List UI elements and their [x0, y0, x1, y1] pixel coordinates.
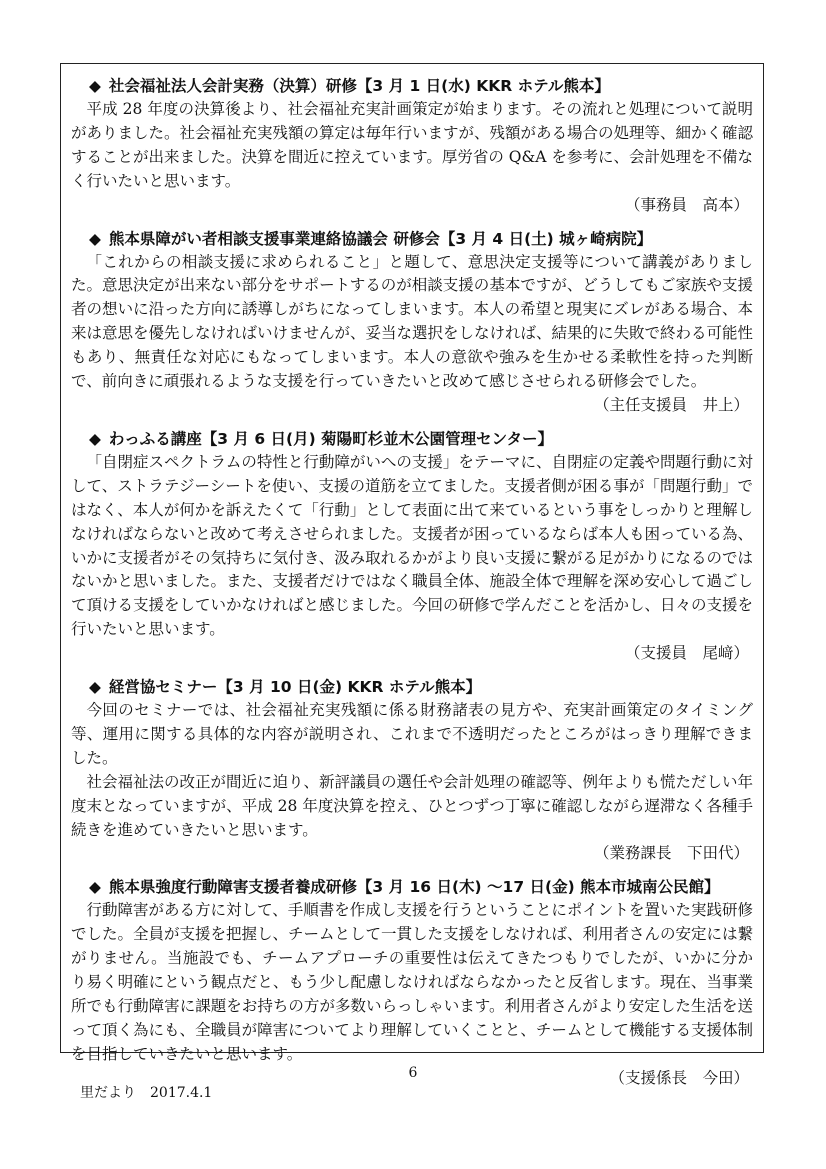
- report-section-accounting: [71, 74, 753, 218]
- diamond-bullet-icon: ◆: [89, 678, 101, 697]
- diamond-bullet-icon: ◆: [89, 229, 101, 248]
- section-heading: ◆ 熊本県強度行動障害支援者養成研修【3 月 16 日(木) ～17 日(金) 熊本市城南公民館】: [89, 878, 720, 897]
- diamond-bullet-icon: ◆: [89, 429, 101, 448]
- report-section-behavior-training: [71, 875, 753, 1090]
- section-author: （支援係長 今田）: [609, 1068, 749, 1087]
- diamond-bullet-icon: ◆: [89, 77, 101, 95]
- section-paragraph: 「これからの相談支援に求められること」と題して、意思決定支援等について講義がありました。意思決定が出来ない部分をサポートするのが相談支援の基本ですが、どうしてもご家族や支援者の想いに沿った方向に誘導しがちになってしまいます。本人の希望と現実にズレがある場合、本来は意思を優先しなければいけませんが、妥当な選択をしなければ、結果的に失敗で終わる可能性もあり、無責任な対応にもなってしまいます。本人の意欲や強みを生かせる柔軟性を持った判断で、前向きに頑張れるような支援を行っていきたいと改めて感じさせられる研修会でした。: [71, 252, 754, 391]
- section-heading: ◆ わっふる講座【3 月 6 日(月) 菊陽町杉並木公園管理センター】: [89, 429, 553, 448]
- section-paragraph: 今回のセミナーでは、社会福祉充実残額に係る財務諸表の見方や、充実計画策定のタイミング等、運用に関する具体的な内容が説明され、これまで不透明だったところがはっきり理解できました。: [71, 701, 753, 767]
- section-paragraph: 平成 28 年度の決算後より、社会福祉充実計画策定が始まります。その流れと処理について説明がありました。社会福祉充実残額の算定は毎年行いますが、残額がある場合の処理等、細かく確認することが出来ました。決算を間近に控えています。厚労省の Q&A を参考に、会計処理を不備なく行いたいと思います。: [71, 100, 754, 190]
- section-paragraph: 行動障害がある方に対して、手順書を作成し支援を行うということにポイントを置いた実践研修でした。全員が支援を把握し、チームとして一貫した支援をしなければ、利用者さんの安定には繋がりません。当施設でも、チームアプローチの重要性は伝えてきたつもりでしたが、いかに分かり易く明確にという観点だと、もう少し配慮しなければならなかったと反省します。現在、当事業所でも行動障害に課題をお持ちの方が多数いらっしゃいます。利用者さんがより安定した生活を送って頂く為にも、全職員が障害についてより理解していくことと、チームとして機能する支援体制を目指していきたいと思います。: [71, 901, 754, 1063]
- report-section-seminar: [71, 675, 753, 866]
- section-heading: ◆ 経営協セミナー【3 月 10 日(金) KKR ホテル熊本】: [89, 678, 482, 697]
- report-section-consultation: [71, 227, 753, 418]
- section-paragraph: 社会福祉法の改正が間近に迫り、新評議員の選任や会計処理の確認等、例年よりも慌ただしい年度末となっていますが、平成 28 年度決算を控え、ひとつずつ丁寧に確認しながら遅滞なく各種手続きを進めていきたいと思います。: [71, 772, 754, 839]
- section-heading: ◆ 社会福祉法人会計実務（決算）研修【3 月 1 日(水) KKR ホテル熊本】: [89, 77, 610, 95]
- newsletter-footer: 里だより 2017.4.1: [80, 1085, 213, 1101]
- article-frame: [60, 63, 764, 1087]
- diamond-bullet-icon: ◆: [89, 878, 101, 897]
- report-section-waffle: [71, 427, 753, 666]
- section-author: （業務課長 下田代）: [593, 844, 749, 863]
- section-author: （事務員 高本）: [624, 195, 749, 214]
- section-author: （支援員 尾﨑）: [624, 644, 749, 663]
- section-author: （主任支援員 井上）: [593, 395, 749, 414]
- section-heading: ◆ 熊本県障がい者相談支援事業連絡協議会 研修会【3 月 4 日(土) 城ヶ崎病院】: [89, 229, 653, 248]
- section-paragraph: 「自閉症スペクトラムの特性と行動障がいへの支援」をテーマに、自閉症の定義や問題行動に対して、ストラテジーシートを使い、支援の道筋を立てました。支援者側が困る事が「問題行動」ではなく、本人が何かを訴えたくて「行動」として表面に出て来ているという事をしっかりと理解しなければならないと改めて考えさせられました。支援者が困っているならば本人も困っている為、いかに支援者がその気持ちに気付き、汲み取れるかがより良い支援に繋がる足がかりになるのではないかと思いました。また、支援者だけではなく職員全体、施設全体で理解を深め安心して過ごして頂ける支援をしていかなければと感じました。今回の研修で学んだことを活かし、日々の支援を行いたいと思います。: [71, 452, 754, 639]
- page-number: 6: [408, 1065, 418, 1081]
